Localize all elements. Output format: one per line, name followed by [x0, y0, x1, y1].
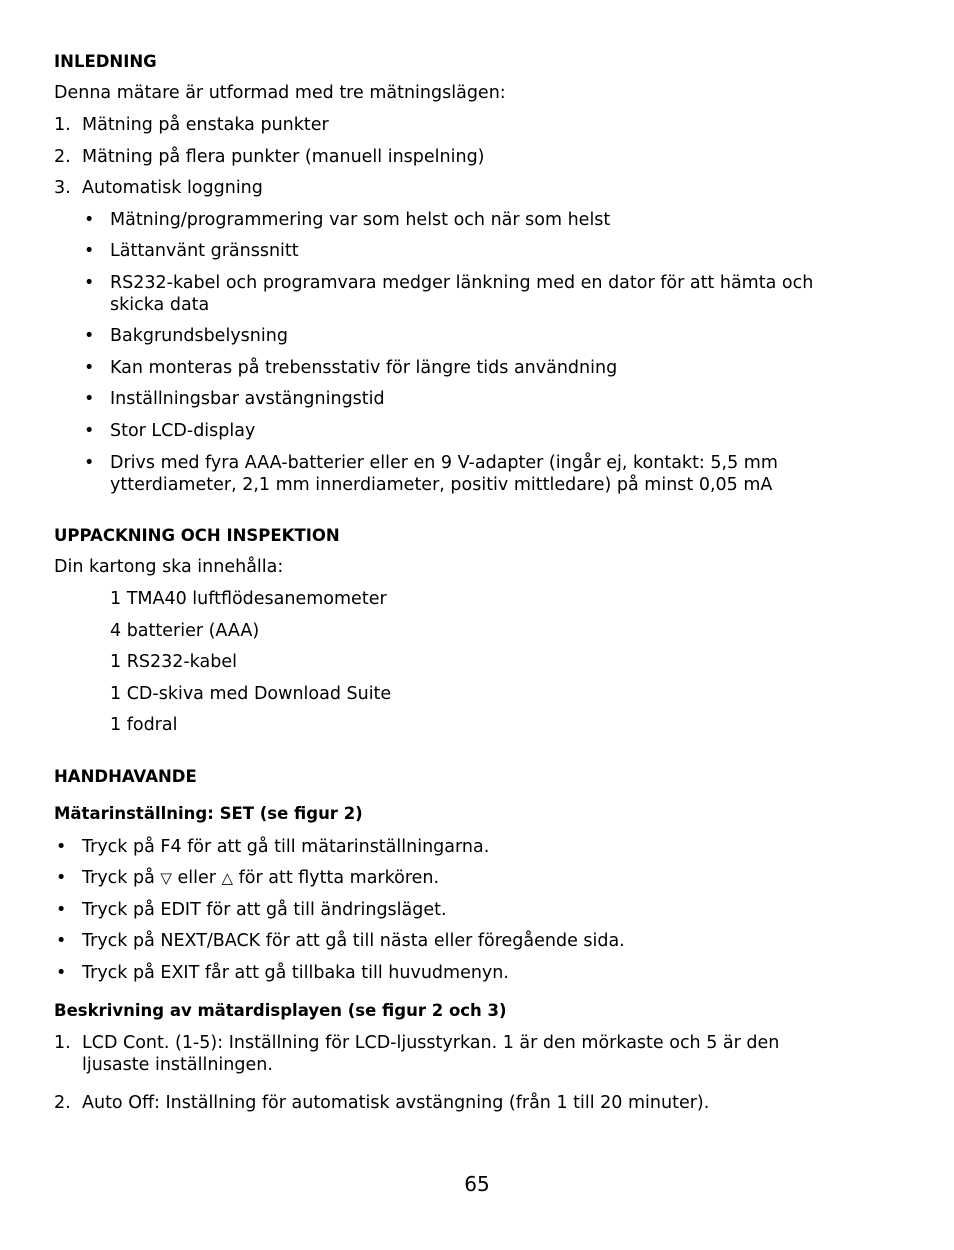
up-triangle-icon: △	[221, 869, 234, 887]
package-item: 1 fodral	[110, 715, 178, 735]
setup-step: Tryck på NEXT/BACK för att gå till nästa eller föregående sida.	[82, 931, 625, 951]
unpacking-lead: Din kartong ska innehålla:	[54, 557, 284, 577]
feature-item-continued: ytterdiameter, 2,1 mm innerdiameter, positiv mittledare) på minst 0,05 mA	[110, 475, 773, 495]
display-item-number: 2.	[54, 1093, 71, 1113]
bullet: •	[84, 326, 95, 346]
section-heading-intro: INLEDNING	[54, 52, 157, 71]
subheading-display: Beskrivning av mätardisplayen (se figur 2 och 3)	[54, 1001, 507, 1020]
setup-step: Tryck på EXIT får att gå tillbaka till huvudmenyn.	[82, 963, 509, 983]
setup-step-text: eller	[171, 868, 222, 888]
bullet: •	[84, 210, 95, 230]
feature-item: Drivs med fyra AAA-batterier eller en 9 V-adapter (ingår ej, kontakt: 5,5 mm	[110, 453, 778, 473]
display-item: LCD Cont. (1-5): Inställning för LCD-ljusstyrkan. 1 är den mörkaste och 5 är den	[82, 1033, 780, 1053]
subheading-setup: Mätarinställning: SET (se figur 2)	[54, 804, 363, 823]
feature-item-continued: skicka data	[110, 295, 210, 315]
mode-number: 3.	[54, 178, 71, 198]
setup-step	[82, 867, 439, 889]
display-item-number: 1.	[54, 1033, 71, 1053]
feature-item: RS232-kabel och programvara medger länkning med en dator för att hämta och	[110, 273, 814, 293]
feature-item: Bakgrundsbelysning	[110, 326, 288, 346]
package-item: 4 batterier (AAA)	[110, 621, 260, 641]
section-heading-operation: HANDHAVANDE	[54, 767, 197, 786]
page-number: 65	[464, 1172, 490, 1196]
bullet: •	[56, 868, 67, 888]
bullet: •	[56, 963, 67, 983]
bullet: •	[56, 931, 67, 951]
package-item: 1 RS232-kabel	[110, 652, 237, 672]
mode-number: 2.	[54, 147, 71, 167]
bullet: •	[84, 453, 95, 473]
feature-item: Lättanvänt gränssnitt	[110, 241, 299, 261]
bullet: •	[84, 241, 95, 261]
feature-item: Inställningsbar avstängningstid	[110, 389, 385, 409]
setup-step: Tryck på EDIT för att gå till ändringsläget.	[82, 900, 447, 920]
mode-item: Automatisk loggning	[82, 178, 263, 198]
mode-item: Mätning på enstaka punkter	[82, 115, 329, 135]
feature-item: Mätning/programmering var som helst och när som helst	[110, 210, 611, 230]
feature-item: Kan monteras på trebensstativ för längre tids användning	[110, 358, 618, 378]
bullet: •	[84, 421, 95, 441]
feature-item: Stor LCD-display	[110, 421, 256, 441]
setup-step-text: Tryck på	[82, 868, 161, 888]
display-item: Auto Off: Inställning för automatisk avstängning (från 1 till 20 minuter).	[82, 1093, 710, 1113]
display-item-continued: ljusaste inställningen.	[82, 1055, 273, 1075]
section-heading-unpacking: UPPACKNING OCH INSPEKTION	[54, 526, 340, 545]
setup-step-text: för att flytta markören.	[233, 868, 440, 888]
bullet: •	[84, 273, 95, 293]
package-item: 1 TMA40 luftflödesanemometer	[110, 589, 387, 609]
mode-number: 1.	[54, 115, 71, 135]
package-item: 1 CD-skiva med Download Suite	[110, 684, 392, 704]
setup-step: Tryck på F4 för att gå till mätarinställningarna.	[82, 837, 490, 857]
mode-item: Mätning på flera punkter (manuell inspelning)	[82, 147, 485, 167]
bullet: •	[84, 358, 95, 378]
bullet: •	[56, 837, 67, 857]
down-triangle-icon: ▽	[160, 869, 172, 887]
bullet: •	[84, 389, 95, 409]
bullet: •	[56, 900, 67, 920]
intro-lead: Denna mätare är utformad med tre mätningslägen:	[54, 83, 506, 103]
